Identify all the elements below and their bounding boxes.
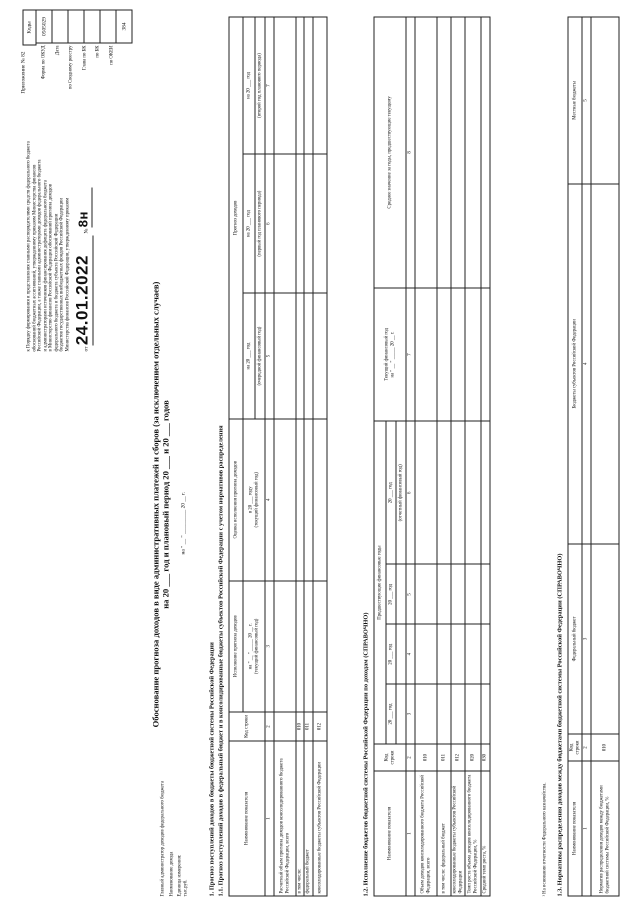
table-row: в том числе: 010 bbox=[296, 17, 304, 896]
appendix-line: в Министерство финансов Российской Федерации обоснований прогноза доходов bbox=[48, 184, 54, 352]
table-1-3: Наименование показателя Код строки Федеральный бюджет Бюджеты субъектов Российской Федерации Местные бюджеты 1 2 3 4 5 Норматив распределения доходов между бюджетами бюджетной системы Российской Федерации, % 010 bbox=[568, 17, 620, 897]
table-1-2: Наименование показателя Код строки Предшествующие финансовые годы Текущий финансовый год на " __ " _____ 20 __ г. Среднее значение за годы, предшествующие текущему 20 ___ год 20 ___ год 20 ___ год 20 ___ год (отчетный финансовый год) 1 2 3 4 5 6 7 8 Объем доходов консолидированного бюджета Российской Федерации, всего 010 в том числе: федеральный бюджет 011 консолидированные бюджеты субъектов Российской Федерации 012 Темп роста объема доходов консолидированного бюджета Российской Федерации, % 020 Средний темп роста, % 030 bbox=[374, 17, 491, 897]
codes-header: Коды bbox=[23, 10, 37, 46]
handwritten-number: 8н bbox=[77, 187, 93, 227]
table-row: Средний темп роста, % 030 bbox=[481, 17, 490, 896]
col-fact: Исполнение прогноза доходов bbox=[229, 581, 243, 712]
code-date bbox=[52, 10, 68, 43]
table-row: Темп роста объема доходов консолидированного бюджета Российской Федерации, % 020 bbox=[465, 17, 481, 896]
section-1-title: 1. Прогноз поступлений доходов в бюджеты бюджетной системы Российской Федерации bbox=[208, 642, 216, 897]
table-row: консолидированные бюджеты субъектов Российской Федерации 012 bbox=[451, 17, 465, 896]
table-row: Расчетный объем прогноза доходов консолидированного бюджета Российской Федерации, всего bbox=[274, 17, 296, 896]
table-row: федеральный бюджет 011 bbox=[304, 17, 313, 896]
table-row: в том числе: федеральный бюджет 011 bbox=[437, 17, 451, 896]
section-11-title: 1.1. Прогноз поступлений доходов в федеральный бюджет и в консолидированные бюджеты субъектов Российской Федерации с учетом нормативов распределения bbox=[217, 425, 225, 897]
code-okud: 0505029 bbox=[36, 10, 52, 43]
col-code: Код строки bbox=[229, 712, 265, 741]
codes-table bbox=[36, 10, 133, 44]
rotated-form-sheet bbox=[1, 0, 640, 905]
code-bk bbox=[100, 10, 116, 43]
section-13-title: 1.3. Нормативы распределения доходов между бюджетами бюджетной системы Российской Федерации (СПРАВОЧНО) bbox=[556, 553, 564, 897]
col-name: Наименование показателя bbox=[229, 741, 265, 896]
codes-labels: Форма по ОКУД Дата по Сводному реестру Глава по БК по БК по ОКЕИ bbox=[41, 45, 115, 90]
col-forecast: Прогноз доходов bbox=[229, 17, 243, 419]
code-registry bbox=[68, 10, 84, 43]
table-row: консолидированные бюджеты субъектов Российской Федерации 012 bbox=[313, 17, 327, 896]
col-est: Оценка исполнения прогноза доходов bbox=[229, 419, 243, 581]
appendix-line: обоснований бюджетных ассигнований, утвержденному приказом Министерства финансов bbox=[32, 164, 38, 352]
section-12-title: 1.2. Исполнение бюджетов бюджетной системы Российской Федерации по доходам (СПРАВОЧНО) bbox=[362, 612, 370, 897]
footnote: ¹ На основании отчетности Федерального казначейства. bbox=[542, 782, 548, 897]
table-row: Норматив распределения доходов между бюджетами бюджетной системы Российской Федерации, % 010 bbox=[591, 17, 619, 896]
appendix-line: Российской Федерации, а также главными администраторами доходов федерального бюджета bbox=[37, 159, 43, 352]
appendix-line: бюджетов государственных внебюджетных фондов Российской Федерации bbox=[59, 198, 65, 352]
code-okei: 384 bbox=[116, 10, 132, 43]
document-title: Обоснование прогноза доходов в виде административных платежей и сборов (за исключением отдельных случаев) на 20 ___ год и плановый период 20 ___ и 20 ___ годов bbox=[150, 281, 171, 728]
header-fields: Главный администратор доходов федерального бюджета Наименование дохода Единица измерения: тыс.руб. bbox=[160, 781, 189, 897]
table-row: Объем доходов консолидированного бюджета Российской Федерации, всего 010 bbox=[415, 17, 437, 896]
appendix-block bbox=[21, 52, 94, 352]
appendix-line: к Порядку формирования и представления главными распорядителями средств федерального бюджета bbox=[26, 141, 32, 352]
appendix-number: Приложение № 82 bbox=[20, 51, 27, 94]
handwritten-date: 24.01.2022 bbox=[73, 235, 94, 345]
appendix-date-line: от 24.01.2022 № 8н bbox=[73, 52, 94, 352]
code-head-bk bbox=[84, 10, 100, 43]
on-date: на " __ " _________ 20 __ г. bbox=[180, 492, 187, 555]
appendix-line: федерального бюджета и бюджета субъекта Российской Федерации bbox=[54, 213, 60, 352]
appendix-line: Министерства финансов Российской Федерации, утвержденному приказом bbox=[65, 197, 71, 352]
table-1-1: Наименование показателя Код строки Исполнение прогноза доходов Оценка исполнения прогноза доходов Прогноз доходов на " __ " _____ 20 __ г. (текущий финансовый год) в 20 ___ году (текущий финансовый год) на 20 ___ год на 20 ___ год на 20 ___ год (очередной финансовый год) (первый год планового периода) (второй год планового периода) 1 2 3 4 5 6 7 Расчетный объем прогноза доходов консолидированного бюджета Российской Федерации, всего в том числе: 010 федеральный бюджет 011 консолидированные бюджеты субъектов Российской Федерации 012 bbox=[229, 17, 328, 897]
appendix-line: и администраторами источников финансирования дефицита федерального бюджета bbox=[43, 180, 49, 352]
